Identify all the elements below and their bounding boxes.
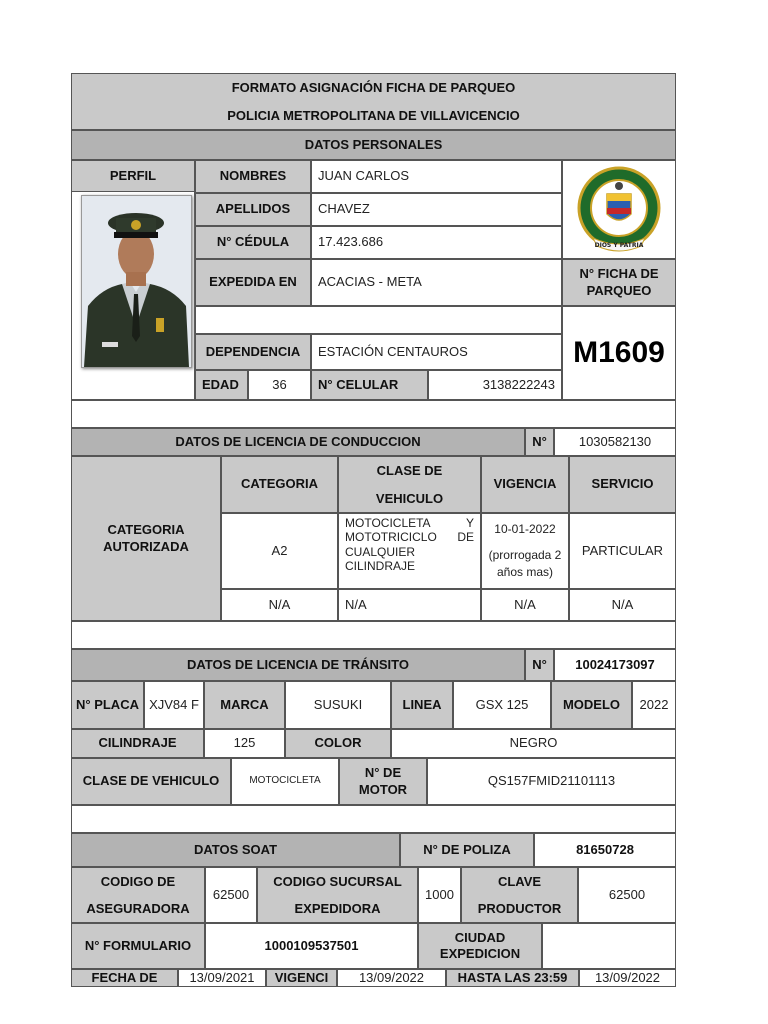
- nombres-label: NOMBRES: [195, 160, 311, 193]
- apellidos-label: APELLIDOS: [195, 193, 311, 226]
- modelo-label: MODELO: [551, 681, 632, 729]
- expedida-value: ACACIAS - META: [311, 259, 562, 306]
- cedula-value: 17.423.686: [311, 226, 562, 259]
- categoria-value: A2: [221, 513, 338, 589]
- profile-photo: [81, 195, 192, 368]
- perfil-label: PERFIL: [71, 160, 195, 192]
- vigencia-label: VIGENCI: [266, 969, 337, 987]
- servicio-header: SERVICIO: [569, 456, 676, 513]
- section-licencia-transito: DATOS DE LICENCIA DE TRÁNSITO: [71, 649, 525, 681]
- poliza-value: 81650728: [534, 833, 676, 867]
- officer-figure-icon: [82, 196, 191, 367]
- modelo-value: 2022: [632, 681, 676, 729]
- linea-label: LINEA: [391, 681, 453, 729]
- codigo-sucursal-value: 1000: [418, 867, 461, 923]
- dependencia-label: DEPENDENCIA: [195, 334, 311, 370]
- vigencia-date: 10-01-2022: [494, 521, 556, 536]
- ficha-value: M1609: [562, 306, 676, 400]
- cedula-label: N° CÉDULA: [195, 226, 311, 259]
- blank-row: [71, 621, 676, 649]
- codigo-aseguradora-label: CODIGO DE ASEGURADORA: [71, 867, 205, 923]
- motor-label: N° DE MOTOR: [339, 758, 427, 805]
- blank-row: [71, 400, 676, 428]
- clase-vehiculo-value: MOTOCICLETA Y MOTOTRICICLO DE CUALQUIER CILINDRAJE: [338, 513, 481, 589]
- categoria-na: N/A: [221, 589, 338, 621]
- edad-label: EDAD: [195, 370, 248, 400]
- hasta-label: HASTA LAS 23:59: [446, 969, 579, 987]
- fecha-label: FECHA DE: [71, 969, 178, 987]
- edad-value: 36: [248, 370, 311, 400]
- formulario-value: 1000109537501: [205, 923, 418, 969]
- vigencia-note: (prorrogada 2 años mas): [488, 547, 562, 579]
- motor-value: QS157FMID21101113: [427, 758, 676, 805]
- form-title: FORMATO ASIGNACIÓN FICHA DE PARQUEO: [231, 79, 516, 95]
- police-seal-icon: [575, 164, 663, 256]
- seal-cell: [562, 160, 676, 259]
- cilindraje-label: CILINDRAJE: [71, 729, 204, 758]
- hasta-value: 13/09/2022: [579, 969, 676, 987]
- vigencia-na: N/A: [481, 589, 569, 621]
- transito-num-label: N°: [525, 649, 554, 681]
- form-header: [71, 73, 676, 130]
- section-datos-soat: DATOS SOAT: [71, 833, 400, 867]
- clase-vehiculo-header: CLASE DE VEHICULO: [338, 456, 481, 513]
- soat-vigencia-value: 13/09/2022: [337, 969, 446, 987]
- apellidos-value: CHAVEZ: [311, 193, 562, 226]
- placa-value: XJV84 F: [144, 681, 204, 729]
- placa-label: N° PLACA: [71, 681, 144, 729]
- linea-value: GSX 125: [453, 681, 551, 729]
- dependencia-value: ESTACIÓN CENTAUROS: [311, 334, 562, 370]
- ciudad-expedicion-value: [542, 923, 676, 969]
- categoria-autorizada-label: CATEGORIA AUTORIZADA: [71, 456, 221, 621]
- ciudad-expedicion-label: CIUDAD EXPEDICION: [418, 923, 542, 969]
- color-label: COLOR: [285, 729, 391, 758]
- nombres-value: JUAN CARLOS: [311, 160, 562, 193]
- codigo-aseguradora-value: 62500: [205, 867, 257, 923]
- celular-label: N° CELULAR: [311, 370, 428, 400]
- servicio-value: PARTICULAR: [569, 513, 676, 589]
- codigo-sucursal-label: CODIGO SUCURSAL EXPEDIDORA: [257, 867, 418, 923]
- color-value: NEGRO: [391, 729, 676, 758]
- cilindraje-value: 125: [204, 729, 285, 758]
- conduccion-num-value: 1030582130: [554, 428, 676, 456]
- vigencia-header: VIGENCIA: [481, 456, 569, 513]
- servicio-na: N/A: [569, 589, 676, 621]
- poliza-label: N° DE POLIZA: [400, 833, 534, 867]
- clase-vehiculo-value: MOTOCICLETA: [231, 758, 339, 805]
- formulario-label: N° FORMULARIO: [71, 923, 205, 969]
- blank-row: [71, 805, 676, 833]
- ficha-label: N° FICHA DE PARQUEO: [562, 259, 676, 306]
- conduccion-num-label: N°: [525, 428, 554, 456]
- section-licencia-conduccion: DATOS DE LICENCIA DE CONDUCCION: [71, 428, 525, 456]
- transito-num-value: 10024173097: [554, 649, 676, 681]
- section-datos-personales: DATOS PERSONALES: [71, 130, 676, 160]
- clase-na: N/A: [338, 589, 481, 621]
- clave-productor-label: CLAVE PRODUCTOR: [461, 867, 578, 923]
- vigencia-value: [481, 513, 569, 589]
- form-subtitle: POLICIA METROPOLITANA DE VILLAVICENCIO: [227, 107, 520, 123]
- expedida-label: EXPEDIDA EN: [195, 259, 311, 306]
- clase-vehiculo-label: CLASE DE VEHICULO: [71, 758, 231, 805]
- marca-label: MARCA: [204, 681, 285, 729]
- fecha-value: 13/09/2021: [178, 969, 266, 987]
- categoria-header: CATEGORIA: [221, 456, 338, 513]
- clave-productor-value: 62500: [578, 867, 676, 923]
- marca-value: SUSUKI: [285, 681, 391, 729]
- svg-text:DIOS Y PATRIA: DIOS Y PATRIA: [594, 241, 644, 249]
- empty-row: [195, 306, 562, 334]
- celular-value: 3138222243: [428, 370, 562, 400]
